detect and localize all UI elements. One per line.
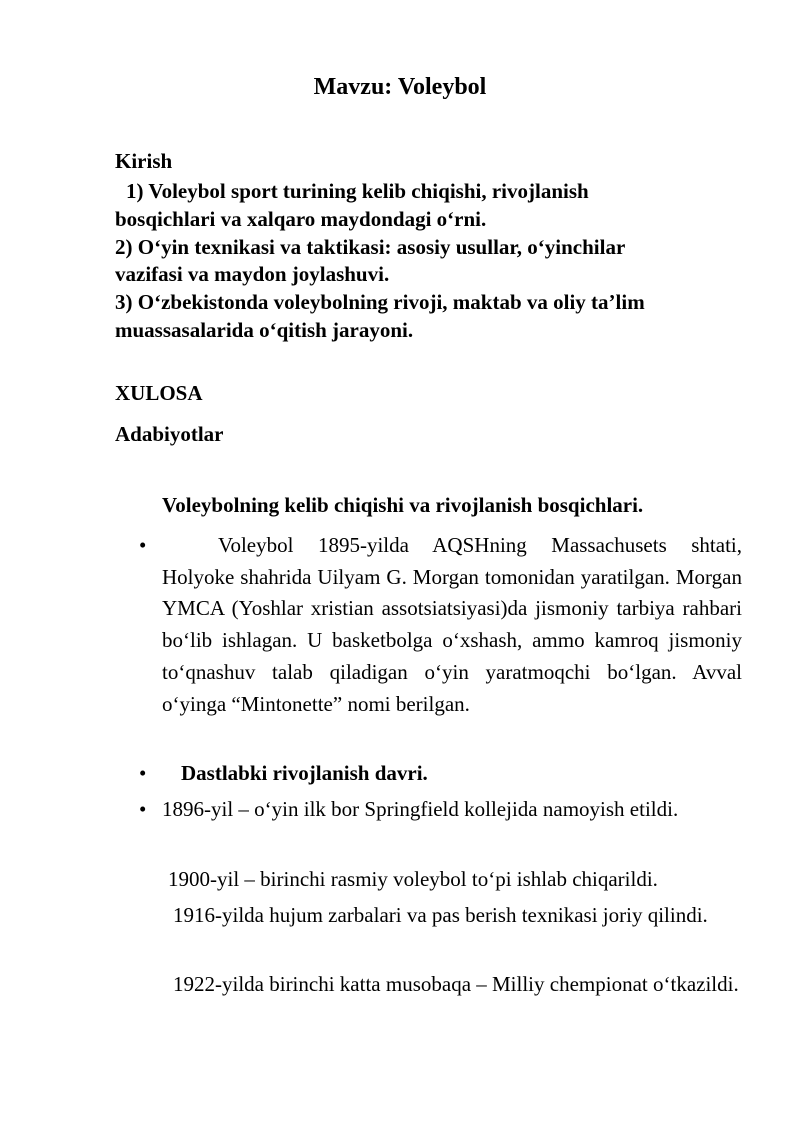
- toc-item-2-line-2: vazifasi va maydon joylashuvi.: [115, 262, 390, 286]
- event-1900: 1900-yil – birinchi rasmiy voleybol to‘pi ishlab chiqarildi.: [168, 867, 658, 891]
- toc-item-3-line-2: muassasalarida o‘qitish jarayoni.: [115, 318, 414, 342]
- subheading-early-development: Dastlabki rivojlanish davri.: [181, 761, 428, 785]
- event-1916: 1916-yilda hujum zarbalari va pas berish texnikasi joriy qilindi.: [173, 903, 708, 927]
- event-1896: 1896-yil – o‘yin ilk bor Springfield kollejida namoyish etildi.: [162, 797, 679, 821]
- toc-item-2-line-1: 2) O‘yin texnikasi va taktikasi: asosiy usullar, o‘yinchilar: [115, 235, 626, 259]
- toc-item-3-line-1: 3) O‘zbekistonda voleybolning rivoji, maktab va oliy ta’lim: [115, 290, 645, 314]
- bullet-3: •: [139, 797, 147, 821]
- toc-intro: Kirish: [115, 149, 173, 173]
- toc-item-1-line-1: 1) Voleybol sport turining kelib chiqishi, rivojlanish: [126, 179, 589, 203]
- toc-item-1-line-2: bosqichlari va xalqaro maydondagi o‘rni.: [115, 207, 487, 231]
- section-heading: Voleybolning kelib chiqishi va rivojlanish bosqichlari.: [162, 493, 644, 517]
- toc-references: Adabiyotlar: [115, 422, 224, 446]
- bullet-2: •: [139, 761, 147, 785]
- paragraph-origin: Voleybol 1895-yilda AQSHning Massachusets shtati, Holyoke shahrida Uilyam G. Morgan tomonidan yaratilgan. Morgan YMCA (Yoshlar xristian assotsiatsiyasi)da jismoniy tarbiya rahbari bo‘lib ishlagan. U basketbolga o‘xshash, ammo kamroq jismoniy to‘qnashuv talab qiladigan o‘yin yaratmoqchi bo‘lgan. Avval o‘yinga “Mintonette” nomi berilgan.: [162, 533, 742, 716]
- toc-conclusion: XULOSA: [115, 381, 203, 405]
- bullet-1: •: [139, 533, 147, 557]
- event-1922: 1922-yilda birinchi katta musobaqa – Milliy chempionat o‘tkazildi.: [173, 972, 739, 996]
- document-title: Mavzu: Voleybol: [313, 74, 487, 100]
